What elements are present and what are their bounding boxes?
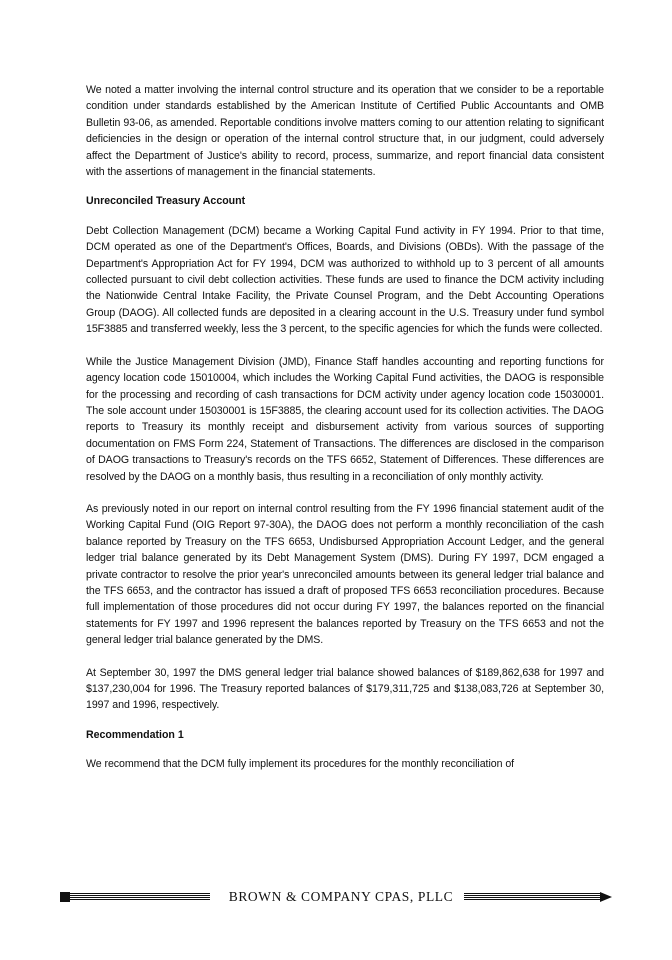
footer-left-rule (60, 892, 210, 902)
footer-right-rule (464, 892, 612, 902)
section-heading: Unreconciled Treasury Account (86, 195, 246, 208)
intro-paragraph: We noted a matter involving the internal control structure and its operation that we consider to be a reportable condition under standards established by the American Institute of Certified Public Accountants and OMB Bulletin 93-06, as amended. Reportable conditions involve matters coming to our attention relating to significant deficiencies in the design or operation of the internal control structure that, in our judgment, could adversely affect the Department of Justice's ability to record, process, summarize, and report financial data consistent with the assertions of management in the financial statements. (86, 84, 604, 179)
recommendation-text: We recommend that the DCM fully implement its procedures for the monthly reconciliation of (86, 758, 515, 771)
document-body (86, 82, 604, 773)
paragraph-jmd-daog: While the Justice Management Division (JMD), Finance Staff handles accounting and reporting functions for agency location code 15010004, which includes the Working Capital Fund activities, the DAOG is responsible for the processing and recording of cash transactions for DCM activity under agency location code 15030001. The sole account under 15030001 is 15F3885, the clearing account used for its collection activities. The DAOG reports to Treasury its monthly receipt and disbursement activity from various sources of supporting documentation on FMS Form 224, Statement of Transactions. The differences are disclosed in the comparison of DAOG transactions to Treasury's records on the TFS 6652, Statement of Differences. These differences are resolved by the DAOG on a monthly basis, thus resulting in a reconciliation of only monthly activity. (86, 355, 604, 483)
footer-banner (60, 888, 612, 908)
paragraph-balances: At September 30, 1997 the DMS general ledger trial balance showed balances of $189,862,638 for 1997 and $137,230,004 for 1996. The Treasury reported balances of $179,311,725 and $138,083,726 at September 30, 1997 and 1996, respectively. (86, 666, 604, 712)
paragraph-prior-report: As previously noted in our report on internal control resulting from the FY 1996 financial statement audit of the Working Capital Fund (OIG Report 97-30A), the DAOG does not perform a monthly reconciliation of the cash balance reported by Treasury on the TFS 6653, Undisbursed Appropriation Account Ledger, and the general ledger trial balance generated by its Debt Management System (DMS). During FY 1997, DCM engaged a private contractor to resolve the prior year's unreconciled amounts between its general ledger trial balance and the TFS 6653, and the contractor has issued a draft of proposed TFS 6653 reconciliation procedures. Because full implementation of those procedures did not occur during FY 1997, the balances reported on the financial statements for FY 1997 and 1996 represent the balances reported by Treasury on the TFS 6653 and not the general ledger trial balance generated by the DMS. (86, 502, 604, 647)
recommendation-heading: Recommendation 1 (86, 728, 184, 741)
firm-name: BROWN & COMPANY CPAS, PLLC (228, 889, 454, 904)
paragraph-dcm-background: Debt Collection Management (DCM) became a Working Capital Fund activity in FY 1994. Prior to that time, DCM operated as one of the Department's Offices, Boards, and Divisions (OBDs). With the passage of the Department's Appropriation Act for FY 1994, DCM was authorized to withhold up to 3 percent of all amounts collected pursuant to civil debt collection activities. These funds are used to finance the DCM activity including the Nationwide Central Intake Facility, the Private Counsel Program, and the Debt Accounting Operations Group (DAOG). All collected funds are deposited in a clearing account in the U.S. Treasury under fund symbol 15F3885 and transferred weekly, less the 3 percent, to the specific agencies for which the funds were collected. (86, 224, 604, 336)
